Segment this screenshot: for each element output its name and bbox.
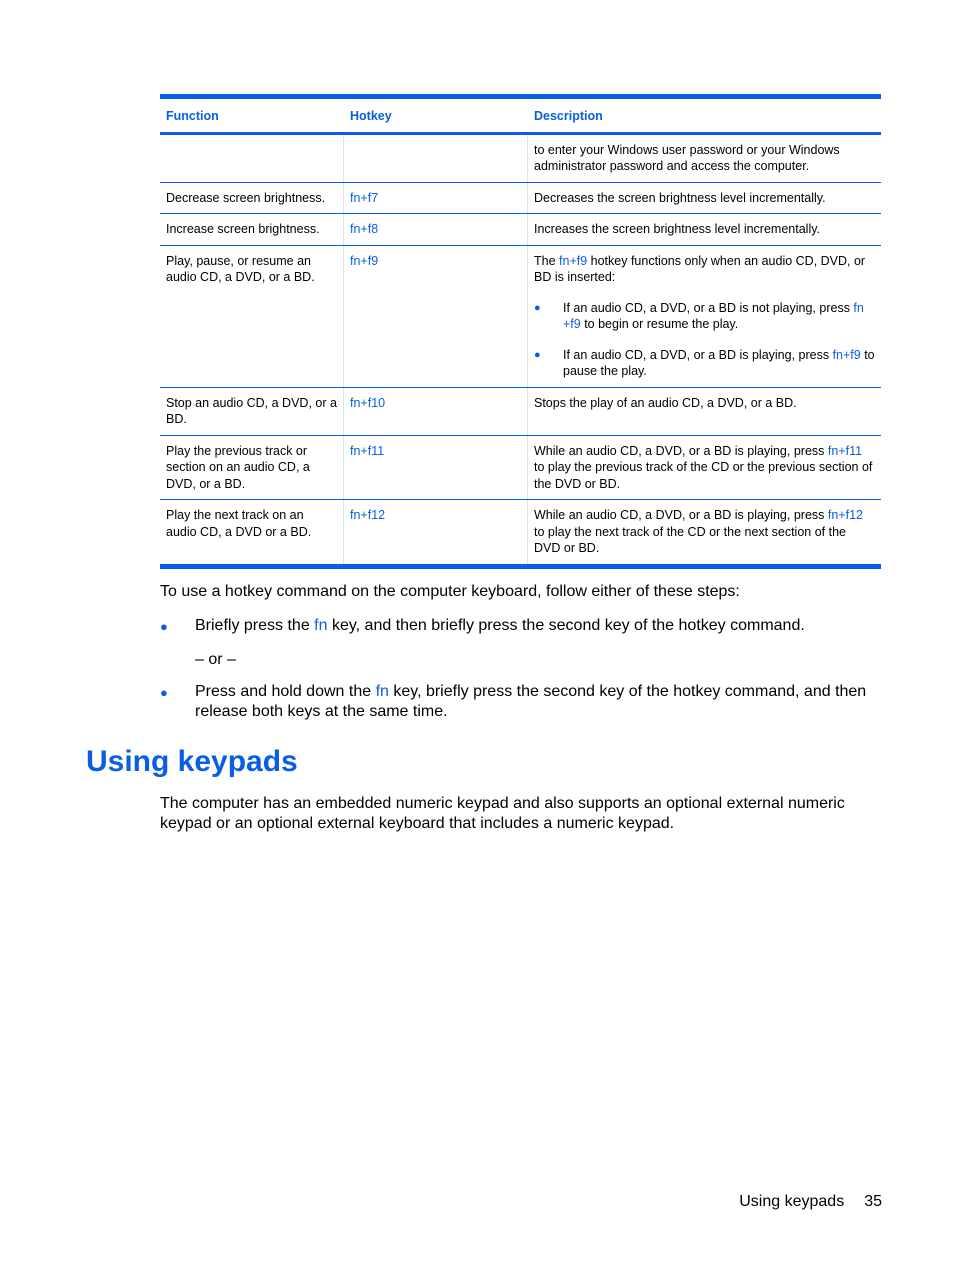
hotkey-ref: fn+f9 (832, 347, 861, 362)
text-run: The (534, 253, 560, 268)
function-cell: Stop an audio CD, a DVD, or a BD. (160, 388, 344, 435)
list-item (534, 347, 875, 380)
hotkey-cell: fn+f12 (344, 500, 528, 564)
text-run: If an audio CD, a DVD, or a BD is playing, press (563, 347, 833, 362)
description-cell (528, 436, 881, 500)
section-heading: Using keypads (86, 745, 298, 778)
description-cell: Decreases the screen brightness level incrementally. (534, 190, 826, 205)
table-row (160, 183, 881, 215)
header-description: Description (534, 109, 603, 123)
text-run: key, and then briefly press the second key of the hotkey command. (327, 617, 805, 634)
description-cell: to enter your Windows user password or your Windows administrator password and access the computer. (534, 142, 840, 173)
bullet-icon: ● (160, 619, 168, 634)
bullet-icon: ● (534, 301, 541, 314)
header-hotkey: Hotkey (350, 109, 392, 123)
list-item (160, 616, 881, 636)
function-cell (160, 135, 344, 182)
page-footer (739, 1192, 882, 1212)
text-run: If an audio CD, a DVD, or a BD is not playing, press (563, 300, 854, 315)
function-cell: Decrease screen brightness. (160, 183, 344, 214)
hotkey-cell: fn+f11 (344, 436, 528, 500)
description-cell: Increases the screen brightness level incrementally. (534, 222, 821, 236)
text-run: While an audio CD, a DVD, or a BD is playing, press (534, 443, 828, 458)
text-run: Briefly press the (195, 617, 315, 634)
function-cell: Play the next track on an audio CD, a DVD or a BD. (160, 500, 344, 564)
bullet-icon: ● (534, 348, 541, 361)
table-header-row (160, 99, 881, 135)
list-item (534, 300, 875, 333)
table-row (160, 214, 881, 246)
table-row (160, 436, 881, 501)
hotkey-cell: fn+f8 (344, 214, 528, 245)
hotkey-cell: fn+f10 (344, 388, 528, 435)
text-run: Press and hold down the (195, 683, 376, 700)
hotkey-cell (344, 135, 528, 182)
footer-section-title: Using keypads (739, 1193, 845, 1210)
hotkey-ref: fn+f9 (559, 253, 588, 268)
function-cell: Play the previous track or section on an audio CD, a DVD, or a BD. (160, 436, 344, 500)
description-text (534, 253, 875, 286)
text-run: to begin or resume the play. (580, 317, 739, 331)
hotkey-ref: fn+f12 (827, 508, 863, 522)
bullet-icon: ● (160, 685, 168, 700)
hotkey-table (160, 94, 881, 569)
text-run: to pause the play. (563, 347, 875, 378)
text-run: to play the next track of the CD or the next section of the DVD or BD. (534, 524, 846, 555)
header-function: Function (166, 109, 219, 123)
body-paragraph: The computer has an embedded numeric keypad and also supports an optional external numeric keypad or an optional external keyboard that includes a numeric keypad. (160, 795, 845, 832)
text-run: to play the previous track of the CD or the previous section of the DVD or BD. (534, 460, 873, 491)
list-item (160, 682, 881, 722)
key-ref: fn (375, 683, 389, 700)
text-run: While an audio CD, a DVD, or a BD is playing, press (534, 508, 828, 522)
text-run: key, briefly press the second key of the hotkey command, and then release both keys at the same time. (195, 683, 867, 720)
table-row (160, 500, 881, 564)
function-cell: Play, pause, or resume an audio CD, a DVD, or a BD. (160, 246, 344, 387)
description-cell (528, 246, 881, 387)
hotkey-cell: fn+f7 (344, 183, 528, 214)
steps-list (160, 616, 881, 722)
intro-text: To use a hotkey command on the computer keyboard, follow either of these steps: (160, 583, 740, 600)
table-row (160, 388, 881, 436)
key-ref: fn (314, 617, 328, 634)
or-separator: – or – (195, 651, 236, 668)
text-run: hotkey functions only when an audio CD, DVD, or BD is inserted: (534, 253, 866, 284)
description-cell (528, 500, 881, 564)
hotkey-ref: fn +f9 (563, 300, 864, 331)
table-row (160, 135, 881, 183)
description-cell: Stops the play of an audio CD, a DVD, or a BD. (534, 395, 797, 410)
function-cell: Increase screen brightness. (160, 214, 344, 245)
table-row (160, 246, 881, 388)
hotkey-cell: fn+f9 (344, 246, 528, 387)
hotkey-ref: fn+f11 (827, 443, 863, 458)
page-number: 35 (864, 1193, 882, 1210)
sub-bullet-list (534, 300, 875, 380)
